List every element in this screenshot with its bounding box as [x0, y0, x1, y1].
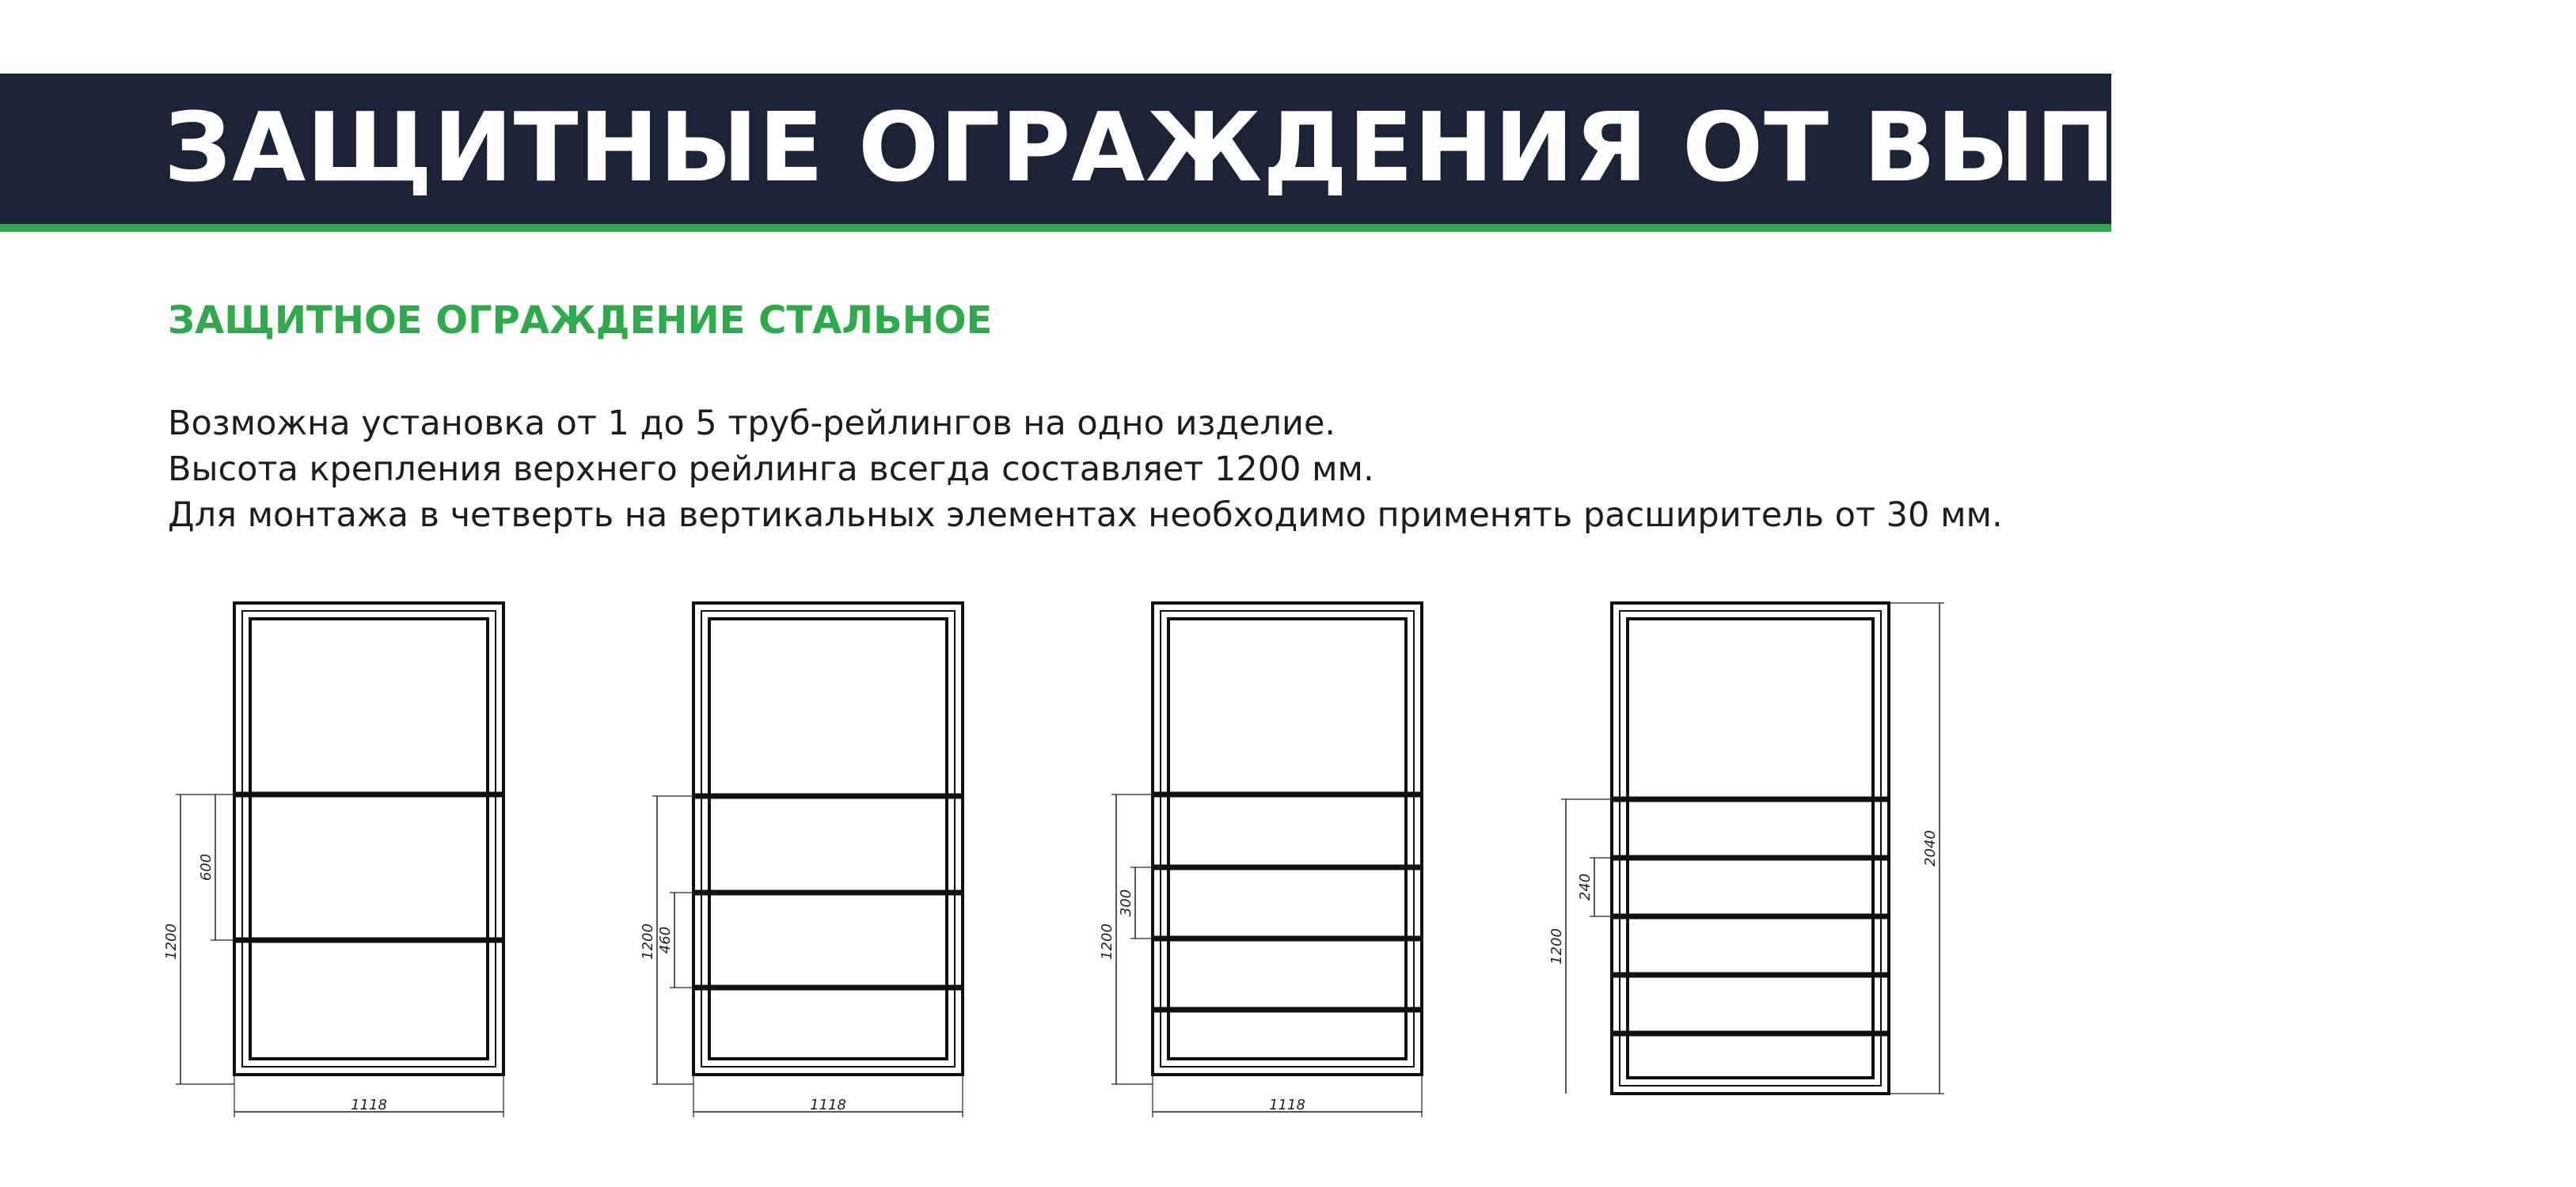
drawing-3-spacing-label: 300 — [1118, 889, 1134, 917]
description-line-2: Высота крепления верхнего рейлинга всегда составляет 1200 мм. — [168, 449, 1374, 489]
drawing-4-height-label: 1200 — [1548, 928, 1565, 965]
drawing-3-height-label: 1200 — [1099, 923, 1115, 960]
drawing-3 — [1099, 603, 1422, 1117]
drawing-1 — [163, 603, 503, 1117]
drawing-2-spacing-label: 460 — [657, 926, 674, 954]
drawing-3-outer-frame — [1153, 603, 1422, 1075]
drawing-4-outer-frame — [1612, 603, 1889, 1094]
drawing-3-width-label: 1118 — [1269, 1097, 1305, 1113]
page-title: ЗАЩИТНЫЕ ОГРАЖДЕНИЯ ОТ ВЫПАДЕНИЯ — [164, 93, 2576, 203]
description-line-1: Возможна установка от 1 до 5 труб-рейлингов на одно изделие. — [168, 404, 1336, 443]
drawing-4 — [1548, 603, 1944, 1094]
drawing-2-height-label: 1200 — [640, 923, 656, 960]
section-title: ЗАЩИТНОЕ ОГРАЖДЕНИЕ СТАЛЬНОЕ — [168, 298, 993, 343]
drawing-1-outer-frame — [234, 603, 503, 1075]
drawing-2-width-label: 1118 — [810, 1097, 846, 1113]
drawing-4-inner-frame — [1628, 619, 1873, 1078]
drawing-4-mid-frame — [1620, 611, 1881, 1086]
drawing-1-inner-frame — [250, 619, 488, 1059]
drawing-2-inner-frame — [709, 619, 947, 1059]
drawing-2-outer-frame — [693, 603, 963, 1075]
drawing-1-height-label: 1200 — [163, 923, 180, 960]
drawing-3-inner-frame — [1168, 619, 1406, 1059]
drawing-2 — [640, 603, 963, 1117]
drawing-3-mid-frame — [1161, 611, 1414, 1067]
drawing-4-total-label: 2040 — [1922, 830, 1939, 867]
drawing-4-spacing-label: 240 — [1577, 873, 1594, 901]
drawing-2-mid-frame — [701, 611, 955, 1067]
drawing-1-spacing-label: 600 — [198, 853, 215, 882]
description-line-3: Для монтажа в четверть на вертикальных элементах необходимо применять расширитель от 30 мм. — [168, 495, 2003, 535]
drawing-1-mid-frame — [242, 611, 496, 1067]
drawing-1-width-label: 1118 — [351, 1097, 387, 1113]
